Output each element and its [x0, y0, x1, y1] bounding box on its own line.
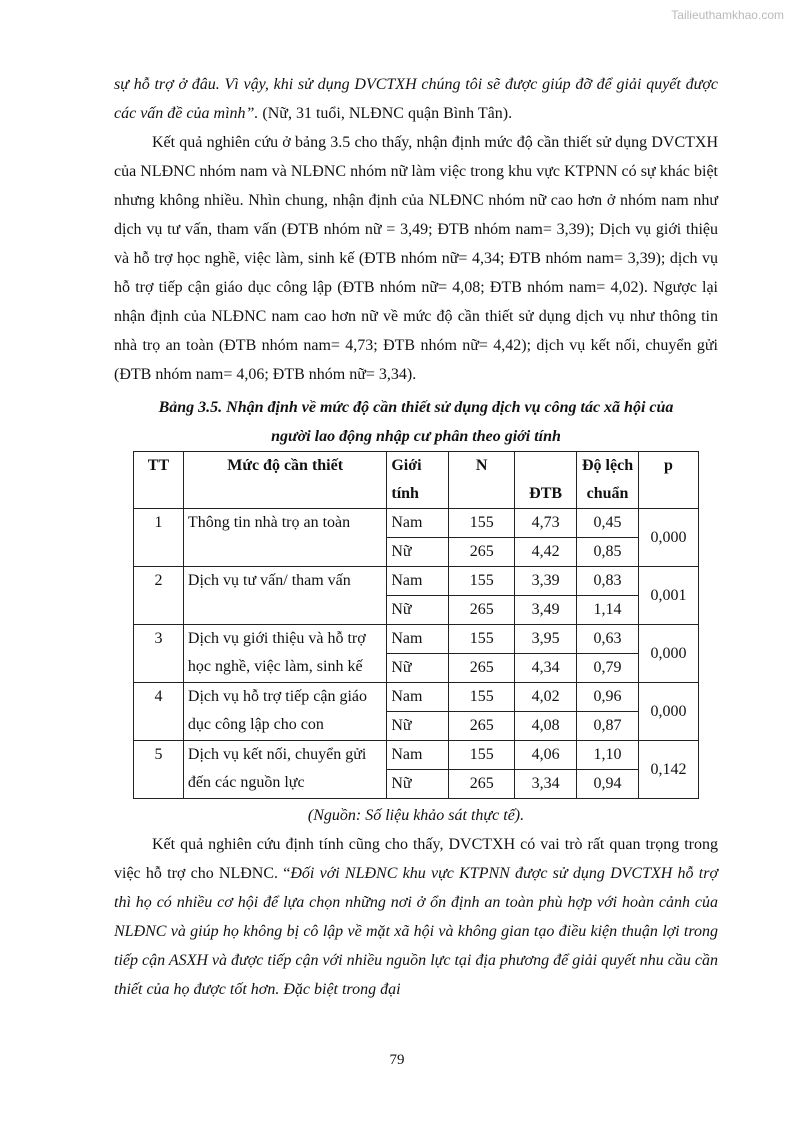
cell-tt: 4	[134, 683, 184, 741]
cell-gioi: Nữ	[387, 538, 449, 567]
cell-n: 155	[449, 683, 515, 712]
quote-attribution: (Nữ, 31 tuổi, NLĐNC quận Bình Tân).	[258, 105, 513, 122]
cell-dtb: 4,02	[515, 683, 577, 712]
header-dtb: ĐTB	[515, 480, 577, 509]
header-dtb-blank	[515, 452, 577, 481]
header-n: N	[449, 452, 515, 481]
cell-n: 265	[449, 538, 515, 567]
table-caption-line-1: Bảng 3.5. Nhận định về mức độ cần thiết sử dụng dịch vụ công tác xã hội của	[158, 399, 674, 416]
table-row	[134, 741, 699, 770]
cell-p: 0,000	[639, 683, 699, 741]
cell-dtb: 3,49	[515, 596, 577, 625]
table-header-row	[134, 452, 699, 481]
cell-dtb: 3,95	[515, 625, 577, 654]
cell-gioi: Nam	[387, 625, 449, 654]
cell-tt: 3	[134, 625, 184, 683]
cell-p: 0,000	[639, 625, 699, 683]
cell-n: 265	[449, 596, 515, 625]
cell-n: 155	[449, 567, 515, 596]
cell-gioi: Nữ	[387, 654, 449, 683]
cell-dlc: 0,96	[577, 683, 639, 712]
cell-dlc: 0,85	[577, 538, 639, 567]
cell-gioi: Nữ	[387, 596, 449, 625]
header-do-lech-1: Độ lệch	[577, 452, 639, 481]
cell-muc-do	[183, 683, 386, 741]
table-row	[134, 509, 699, 538]
cell-dlc: 1,10	[577, 741, 639, 770]
header-gioi-tinh-1: Giới	[387, 452, 449, 481]
cell-gioi: Nữ	[387, 770, 449, 799]
cell-p: 0,000	[639, 509, 699, 567]
cell-dlc: 0,79	[577, 654, 639, 683]
cell-tt: 2	[134, 567, 184, 625]
paragraph-quote-end	[114, 70, 718, 128]
cell-dtb: 4,42	[515, 538, 577, 567]
quote-text: sự hỗ trợ ở đâu. Vì vậy, khi sử dụng DVCTXH chúng tôi sẽ được giúp đỡ để giải quyết được các vấn đề của mình”.	[114, 76, 718, 122]
cell-dtb: 3,39	[515, 567, 577, 596]
paragraph-qualitative	[114, 830, 718, 1004]
page-content	[114, 70, 718, 1004]
cell-gioi: Nam	[387, 509, 449, 538]
cell-dlc: 0,94	[577, 770, 639, 799]
cell-n: 155	[449, 509, 515, 538]
table-source: (Nguồn: Số liệu khảo sát thực tế).	[307, 807, 525, 824]
cell-muc-do-line-1: Dịch vụ giới thiệu và hỗ trợ	[187, 630, 366, 647]
cell-n: 265	[449, 654, 515, 683]
cell-dlc: 0,45	[577, 509, 639, 538]
cell-p: 0,001	[639, 567, 699, 625]
cell-muc-do-line-2: dục công lập cho con	[187, 716, 324, 733]
cell-n: 155	[449, 741, 515, 770]
table-caption	[114, 393, 718, 451]
cell-muc-do	[183, 509, 386, 567]
header-do-lech-2: chuẩn	[577, 480, 639, 509]
cell-gioi: Nữ	[387, 712, 449, 741]
cell-n: 265	[449, 770, 515, 799]
cell-muc-do	[183, 625, 386, 683]
cell-muc-do-line-1: Dịch vụ kết nối, chuyển gửi	[187, 746, 367, 763]
cell-dtb: 4,34	[515, 654, 577, 683]
cell-muc-do-line-1: Dịch vụ hỗ trợ tiếp cận giáo	[187, 688, 367, 705]
cell-dtb: 3,34	[515, 770, 577, 799]
table-row	[134, 625, 699, 654]
results-table	[133, 451, 699, 799]
cell-muc-do-line-2: học nghề, việc làm, sinh kế	[187, 658, 363, 675]
header-tt: TT	[134, 452, 184, 481]
cell-muc-do-line-2: đến các nguồn lực	[187, 774, 305, 791]
header-tt-cont	[134, 480, 184, 509]
table-row	[134, 683, 699, 712]
cell-n: 265	[449, 712, 515, 741]
cell-muc-do	[183, 741, 386, 799]
cell-dtb: 4,06	[515, 741, 577, 770]
cell-dtb: 4,73	[515, 509, 577, 538]
cell-muc-do-line-1: Thông tin nhà trọ an toàn	[187, 514, 351, 531]
cell-dlc: 0,83	[577, 567, 639, 596]
cell-muc-do-line-1: Dịch vụ tư vấn/ tham vấn	[187, 572, 351, 589]
cell-tt: 5	[134, 741, 184, 799]
paragraph-qualitative-intro: Kết quả nghiên cứu định tính cũng cho thấy, DVCTXH có vai trò rất quan trọng trong việc hỗ trợ cho NLĐNC. “	[114, 836, 718, 882]
cell-gioi: Nam	[387, 567, 449, 596]
header-p: p	[639, 452, 699, 481]
page-number: 79	[389, 1052, 405, 1068]
header-muc-do: Mức độ cần thiết	[183, 452, 386, 481]
header-gioi-tinh-2: tính	[387, 480, 449, 509]
cell-tt: 1	[134, 509, 184, 567]
cell-n: 155	[449, 625, 515, 654]
cell-gioi: Nam	[387, 683, 449, 712]
table-header-row-2	[134, 480, 699, 509]
paragraph-analysis: Kết quả nghiên cứu ở bảng 3.5 cho thấy, nhận định mức độ cần thiết sử dụng DVCTXH của NLĐNC nhóm nam và NLĐNC nhóm nữ làm việc trong khu vực KTPNN có sự khác biệt nhưng không nhiều. Nhìn chung, nhận định của NLĐNC nhóm nữ cao hơn ở nhóm nam như dịch vụ tư vấn, tham vấn (ĐTB nhóm nữ = 3,49; ĐTB nhóm nam= 3,39); Dịch vụ giới thiệu và hỗ trợ học nghề, việc làm, sinh kế (ĐTB nhóm nữ= 4,34; ĐTB nhóm nam= 3,39); dịch vụ hỗ trợ tiếp cận giáo dục công lập (ĐTB nhóm nữ= 4,08; ĐTB nhóm nam= 4,02). Ngược lại nhận định của NLĐNC nam cao hơn nữ về mức độ cần thiết sử dụng dịch vụ như thông tin nhà trọ an toàn (ĐTB nhóm nam= 4,73; ĐTB nhóm nữ= 4,42); dịch vụ kết nối, chuyển gửi (ĐTB nhóm nam= 4,06; ĐTB nhóm nữ= 3,34).	[114, 134, 718, 383]
header-muc-do-cont	[183, 480, 386, 509]
table-row	[134, 567, 699, 596]
cell-p: 0,142	[639, 741, 699, 799]
cell-muc-do	[183, 567, 386, 625]
cell-dtb: 4,08	[515, 712, 577, 741]
watermark: Tailieuthamkhao.com	[671, 8, 784, 22]
cell-gioi: Nam	[387, 741, 449, 770]
paragraph-qualitative-quote: Đối với NLĐNC khu vực KTPNN được sử dụng DVCTXH hỗ trợ thì họ có nhiều cơ hội để lựa chọn những nơi ở ổn định an toàn phù hợp với hoàn cảnh của NLĐNC và giúp họ không bị cô lập về mặt xã hội và không gian tạo điều kiện thuận lợi trong tiếp cận ASXH và được tiếp cận với nhiều nguồn lực tại địa phương để giải quyết nhu cầu cần thiết của họ được tốt hơn. Đặc biệt trong đại	[114, 865, 718, 998]
table-caption-line-2: người lao động nhập cư phân theo giới tính	[271, 428, 561, 445]
header-n-cont	[449, 480, 515, 509]
cell-dlc: 0,63	[577, 625, 639, 654]
cell-dlc: 0,87	[577, 712, 639, 741]
cell-dlc: 1,14	[577, 596, 639, 625]
header-p-cont	[639, 480, 699, 509]
